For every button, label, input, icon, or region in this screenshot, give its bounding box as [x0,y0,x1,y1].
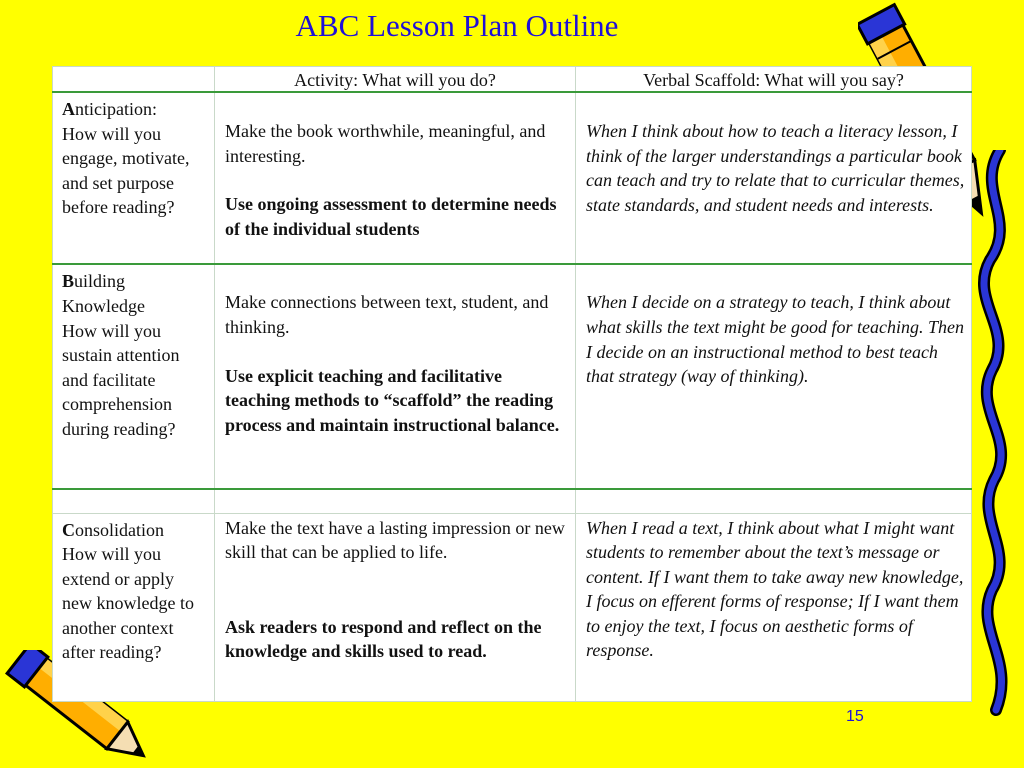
slide-title: ABC Lesson Plan Outline [295,8,619,43]
table-row-spacer [53,489,972,513]
activity-bold-text: Use ongoing assessment to determine needs of the individual students [225,194,557,239]
stage-initial: B [62,271,75,292]
header-scaffold: Verbal Scaffold: What will you say? [576,67,972,93]
table-row [53,92,972,264]
stage-name: nticipation: [75,99,157,119]
stage-cell [53,513,215,701]
stage-question: How will you engage, motivate, and set purpose before reading? [62,123,190,218]
scaffold-cell: When I think about how to teach a literacy lesson, I think of the larger understandings a particular book can teach and try to relate that to curricular themes, state standards, and student needs and interests. [576,92,972,264]
scaffold-cell: When I read a text, I think about what I might want students to remember about the text’s message or content. If I want them to take away new knowledge, I focus on efferent forms of response; If I want them to enjoy the text, I focus on aesthetic forms of response. [576,513,972,701]
activity-cell [215,92,576,264]
lesson-plan-table [52,66,972,702]
activity-text: Make the text have a lasting impression or new skill that can be applied to life. [225,517,565,563]
stage-initial: C [62,519,75,540]
table-row [53,513,972,701]
stage-cell [53,92,215,264]
table-row [53,264,972,489]
header-stage [53,67,215,93]
squiggle-line [970,150,1024,720]
activity-bold-text: Use explicit teaching and facilitative teaching methods to “scaffold” the reading process and maintain instructional balance. [225,365,560,435]
activity-text: Make connections between text, student, and thinking. [225,292,549,338]
activity-text: Make the book worthwhile, meaningful, and interesting. [225,121,546,166]
stage-name: uilding Knowledge [62,271,145,317]
header-activity: Activity: What will you do? [215,67,576,93]
stage-name: onsolidation [75,519,164,540]
stage-question: How will you extend or apply new knowledge to another context after reading? [62,544,194,663]
stage-cell [53,264,215,489]
stage-initial: A [62,99,75,119]
scaffold-cell: When I decide on a strategy to teach, I think about what skills the text might be good for teaching. Then I decide on an instructional method to best teach that strategy (way of thinking). [576,264,972,489]
page-number: 15 [846,708,864,725]
activity-cell [215,264,576,489]
activity-cell [215,513,576,701]
activity-bold-text: Ask readers to respond and reflect on the knowledge and skills used to read. [225,616,542,662]
stage-question: How will you sustain attention and facilitate comprehension during reading? [62,320,180,439]
